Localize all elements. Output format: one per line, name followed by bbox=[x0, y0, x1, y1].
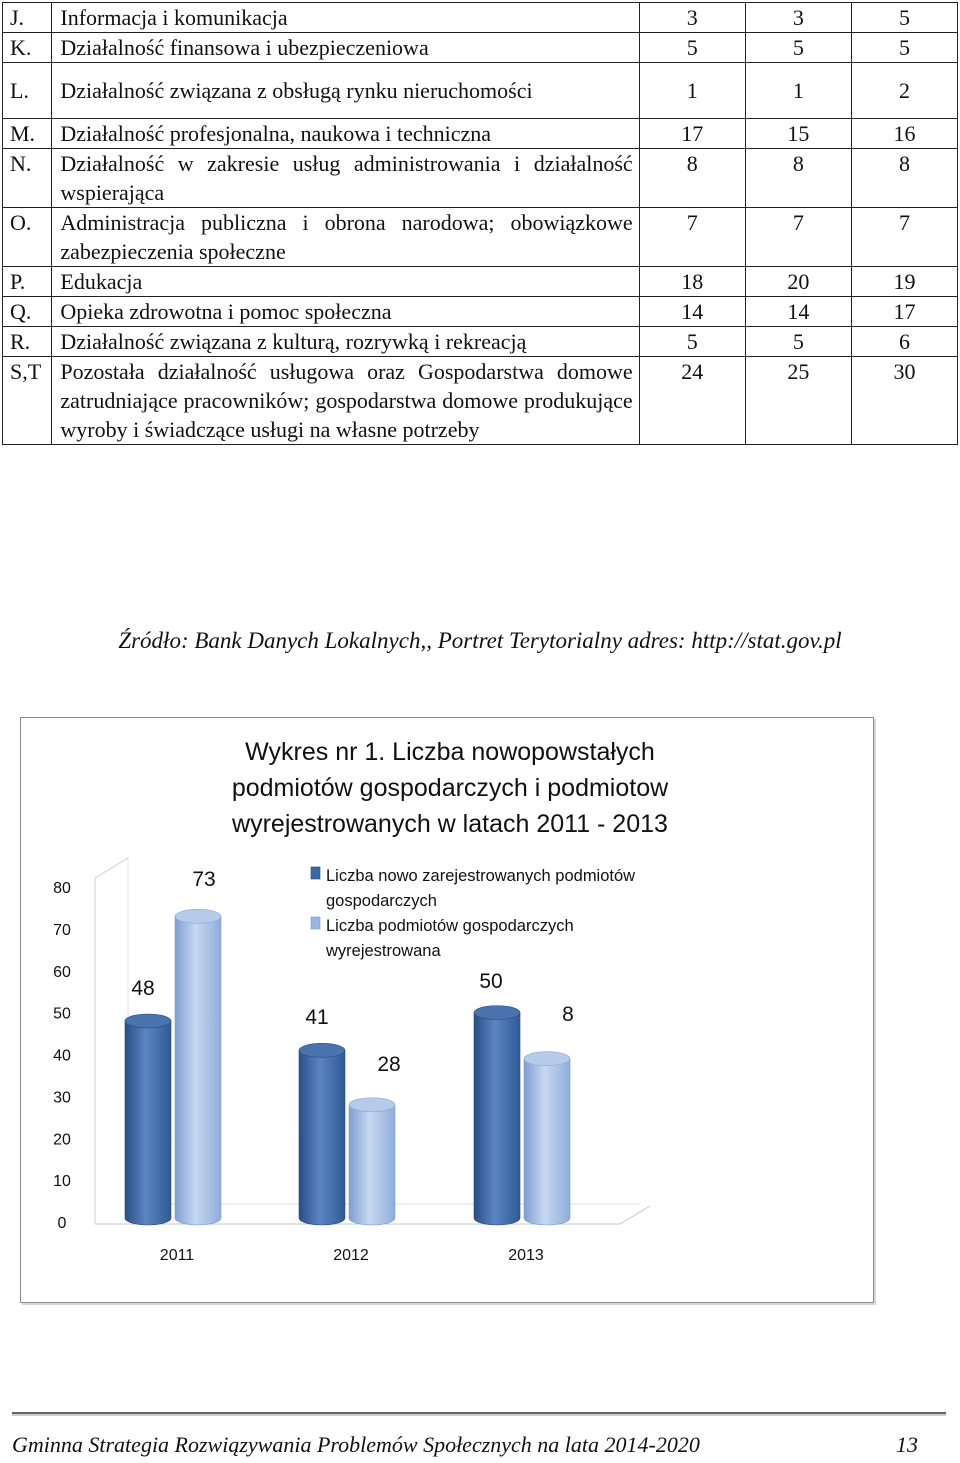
data-label: 8 bbox=[562, 1003, 574, 1026]
cell-v1: 14 bbox=[639, 297, 745, 327]
cell-v1: 8 bbox=[639, 149, 745, 208]
bar-top bbox=[524, 1052, 570, 1066]
y-tick-label: 80 bbox=[53, 880, 71, 897]
data-label: 41 bbox=[305, 1006, 329, 1029]
cell-v3: 6 bbox=[851, 327, 957, 357]
y-tick-label: 0 bbox=[57, 1215, 67, 1232]
cell-name: Edukacja bbox=[52, 267, 639, 297]
page-number: 13 bbox=[896, 1432, 918, 1457]
cell-v2: 1 bbox=[745, 63, 851, 119]
chart-title-line: wyrejestrowanych w latach 2011 - 2013 bbox=[232, 810, 668, 838]
x-tick-label: 2011 bbox=[159, 1247, 195, 1264]
cell-v3: 30 bbox=[851, 357, 957, 445]
bar bbox=[524, 1059, 570, 1225]
chart-title-line: Wykres nr 1. Liczba nowopowstałych bbox=[245, 738, 655, 766]
chart-title-line: podmiotów gospodarczych i podmiotow bbox=[231, 774, 669, 802]
cell-v1: 24 bbox=[639, 357, 745, 445]
cell-v2: 14 bbox=[745, 297, 851, 327]
bar-top bbox=[175, 909, 221, 923]
page-footer bbox=[12, 1432, 918, 1458]
data-label: 73 bbox=[192, 868, 216, 891]
y-tick-label: 20 bbox=[53, 1131, 71, 1149]
bar-top bbox=[299, 1043, 345, 1057]
y-tick-label: 50 bbox=[53, 1005, 71, 1023]
legend-swatch bbox=[311, 917, 320, 929]
cell-v2: 20 bbox=[745, 267, 851, 297]
bar bbox=[175, 916, 221, 1225]
cell-v2: 8 bbox=[745, 149, 851, 208]
cell-name: Informacja i komunikacja bbox=[52, 3, 639, 33]
cell-code: M. bbox=[3, 119, 52, 149]
cell-v3: 8 bbox=[851, 149, 957, 208]
data-label: 48 bbox=[131, 977, 155, 1000]
cell-v1: 1 bbox=[639, 63, 745, 119]
cell-name: Działalność związana z kulturą, rozrywką i rekreacją bbox=[52, 327, 639, 357]
y-tick-label: 40 bbox=[53, 1047, 71, 1065]
y-tick-label: 30 bbox=[53, 1089, 71, 1107]
cell-name: Działalność w zakresie usług administrowania i działalność wspierająca bbox=[52, 149, 639, 208]
cell-name: Działalność związana z obsługą rynku nieruchomości bbox=[52, 63, 639, 119]
cell-code: N. bbox=[3, 149, 52, 208]
cell-name: Pozostała działalność usługowa oraz Gospodarstwa domowe zatrudniające pracowników; gospodarstwa domowe produkujące wyroby i świadczące usługi na własne potrzeby bbox=[52, 357, 639, 445]
legend-label: gospodarczych bbox=[326, 892, 437, 910]
x-tick-label: 2012 bbox=[333, 1247, 369, 1264]
bar bbox=[299, 1050, 345, 1225]
y-tick-label: 70 bbox=[53, 921, 71, 939]
cell-v3: 5 bbox=[851, 3, 957, 33]
cell-v1: 5 bbox=[639, 327, 745, 357]
cell-v3: 2 bbox=[851, 63, 957, 119]
cell-v3: 5 bbox=[851, 33, 957, 63]
legend-label: Liczba podmiotów gospodarczych bbox=[326, 917, 574, 935]
data-label: 28 bbox=[377, 1053, 401, 1076]
cell-v3: 7 bbox=[851, 208, 957, 267]
cell-v3: 19 bbox=[851, 267, 957, 297]
cell-v1: 5 bbox=[639, 33, 745, 63]
data-label: 50 bbox=[479, 970, 503, 993]
cell-v2: 5 bbox=[745, 327, 851, 357]
cell-v2: 7 bbox=[745, 208, 851, 267]
cell-v2: 25 bbox=[745, 357, 851, 445]
footer-title: Gminna Strategia Rozwiązywania Problemów Społecznych na lata 2014-2020 bbox=[12, 1432, 700, 1457]
cell-v2: 15 bbox=[745, 119, 851, 149]
cell-v2: 5 bbox=[745, 33, 851, 63]
y-tick-label: 10 bbox=[53, 1173, 71, 1191]
bar-top bbox=[125, 1014, 171, 1028]
bar-top bbox=[349, 1098, 395, 1112]
cell-v3: 16 bbox=[851, 119, 957, 149]
bar bbox=[125, 1021, 171, 1225]
cell-v1: 7 bbox=[639, 208, 745, 267]
cell-v1: 17 bbox=[639, 119, 745, 149]
cell-name: Działalność finansowa i ubezpieczeniowa bbox=[52, 33, 639, 63]
footer-rule bbox=[12, 1412, 946, 1414]
cell-v1: 3 bbox=[639, 3, 745, 33]
cell-code: P. bbox=[3, 267, 52, 297]
cell-name: Opieka zdrowotna i pomoc społeczna bbox=[52, 297, 639, 327]
cell-code: L. bbox=[3, 63, 52, 119]
chart-back-wall bbox=[95, 858, 128, 1224]
cell-code: K. bbox=[3, 33, 52, 63]
cell-v1: 18 bbox=[639, 267, 745, 297]
legend-label: Liczba nowo zarejestrowanych podmiotów bbox=[326, 867, 636, 885]
cell-name: Działalność profesjonalna, naukowa i techniczna bbox=[52, 119, 639, 149]
x-tick-label: 2013 bbox=[508, 1247, 544, 1264]
y-tick-label: 60 bbox=[53, 963, 71, 981]
cell-code: J. bbox=[3, 3, 52, 33]
cell-v2: 3 bbox=[745, 3, 851, 33]
cell-code: R. bbox=[3, 327, 52, 357]
legend-label: wyrejestrowana bbox=[326, 942, 441, 960]
bar bbox=[349, 1105, 395, 1225]
bar bbox=[474, 1013, 520, 1225]
cell-v3: 17 bbox=[851, 297, 957, 327]
cell-code: O. bbox=[3, 208, 52, 267]
cell-code: Q. bbox=[3, 297, 52, 327]
bar-top bbox=[474, 1006, 520, 1020]
legend-swatch bbox=[311, 867, 320, 879]
cell-code: S,T bbox=[3, 357, 52, 445]
source-note: Źródło: Bank Danych Lokalnych,, Portret Terytorialny adres: http://stat.gov.pl bbox=[118, 628, 842, 653]
cell-name: Administracja publiczna i obrona narodowa; obowiązkowe zabezpieczenia społeczne bbox=[52, 208, 639, 267]
